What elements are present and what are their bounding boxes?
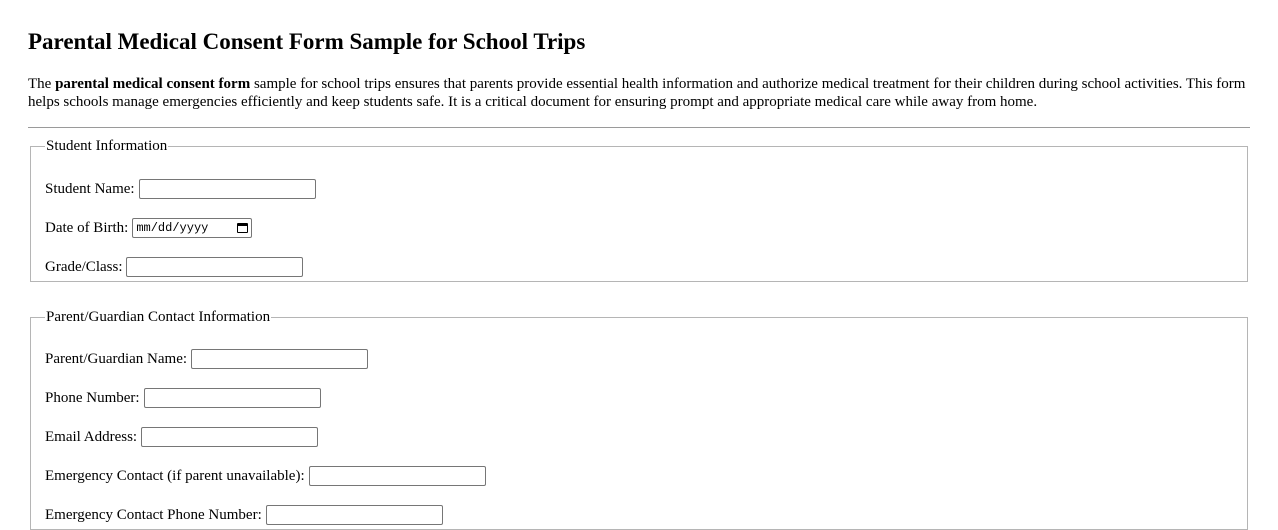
- emergency-contact-input[interactable]: [309, 466, 486, 486]
- calendar-icon[interactable]: [237, 223, 248, 233]
- parent-contact-legend: Parent/Guardian Contact Information: [46, 309, 271, 325]
- student-name-input[interactable]: [139, 179, 316, 199]
- intro-paragraph: [28, 75, 1250, 111]
- parent-name-input[interactable]: [191, 349, 368, 369]
- date-of-birth-input[interactable]: [132, 218, 252, 238]
- student-information-fieldset: [30, 137, 1248, 282]
- phone-number-row: [45, 387, 321, 409]
- grade-class-label: Grade/Class:: [45, 259, 123, 275]
- parent-name-label: Parent/Guardian Name:: [45, 351, 188, 367]
- emergency-phone-row: [45, 504, 443, 526]
- page-title: Parental Medical Consent Form Sample for School Trips: [28, 29, 586, 54]
- parent-name-row: [45, 348, 368, 370]
- date-of-birth-label: Date of Birth:: [45, 220, 129, 236]
- grade-class-input[interactable]: [126, 257, 303, 277]
- emergency-contact-label: Emergency Contact (if parent unavailable):: [45, 468, 305, 484]
- intro-prefix: The: [28, 76, 56, 92]
- student-name-row: [45, 178, 316, 200]
- emergency-phone-input[interactable]: [266, 505, 443, 525]
- email-address-input[interactable]: [141, 427, 318, 447]
- email-address-label: Email Address:: [45, 429, 138, 445]
- student-name-label: Student Name:: [45, 181, 135, 197]
- intro-rest: sample for school trips ensures that parents provide essential health information and authorize medical treatment for their children during school activities. This form helps schools manage emergencies efficiently and keep students safe. It is a critical document for ensuring prompt and appropriate medical care while away from home.: [28, 76, 1246, 110]
- email-address-row: [45, 426, 318, 448]
- date-of-birth-row: [45, 217, 252, 239]
- emergency-contact-row: [45, 465, 486, 487]
- parent-contact-fieldset: [30, 308, 1248, 530]
- student-information-legend: Student Information: [46, 138, 168, 154]
- phone-number-label: Phone Number:: [45, 390, 140, 406]
- emergency-phone-label: Emergency Contact Phone Number:: [45, 507, 262, 523]
- horizontal-divider: [28, 127, 1250, 128]
- date-of-birth-placeholder: mm/dd/yyyy: [136, 221, 209, 235]
- grade-class-row: [45, 256, 303, 278]
- intro-bold-term: parental medical consent form: [55, 76, 251, 92]
- phone-number-input[interactable]: [144, 388, 321, 408]
